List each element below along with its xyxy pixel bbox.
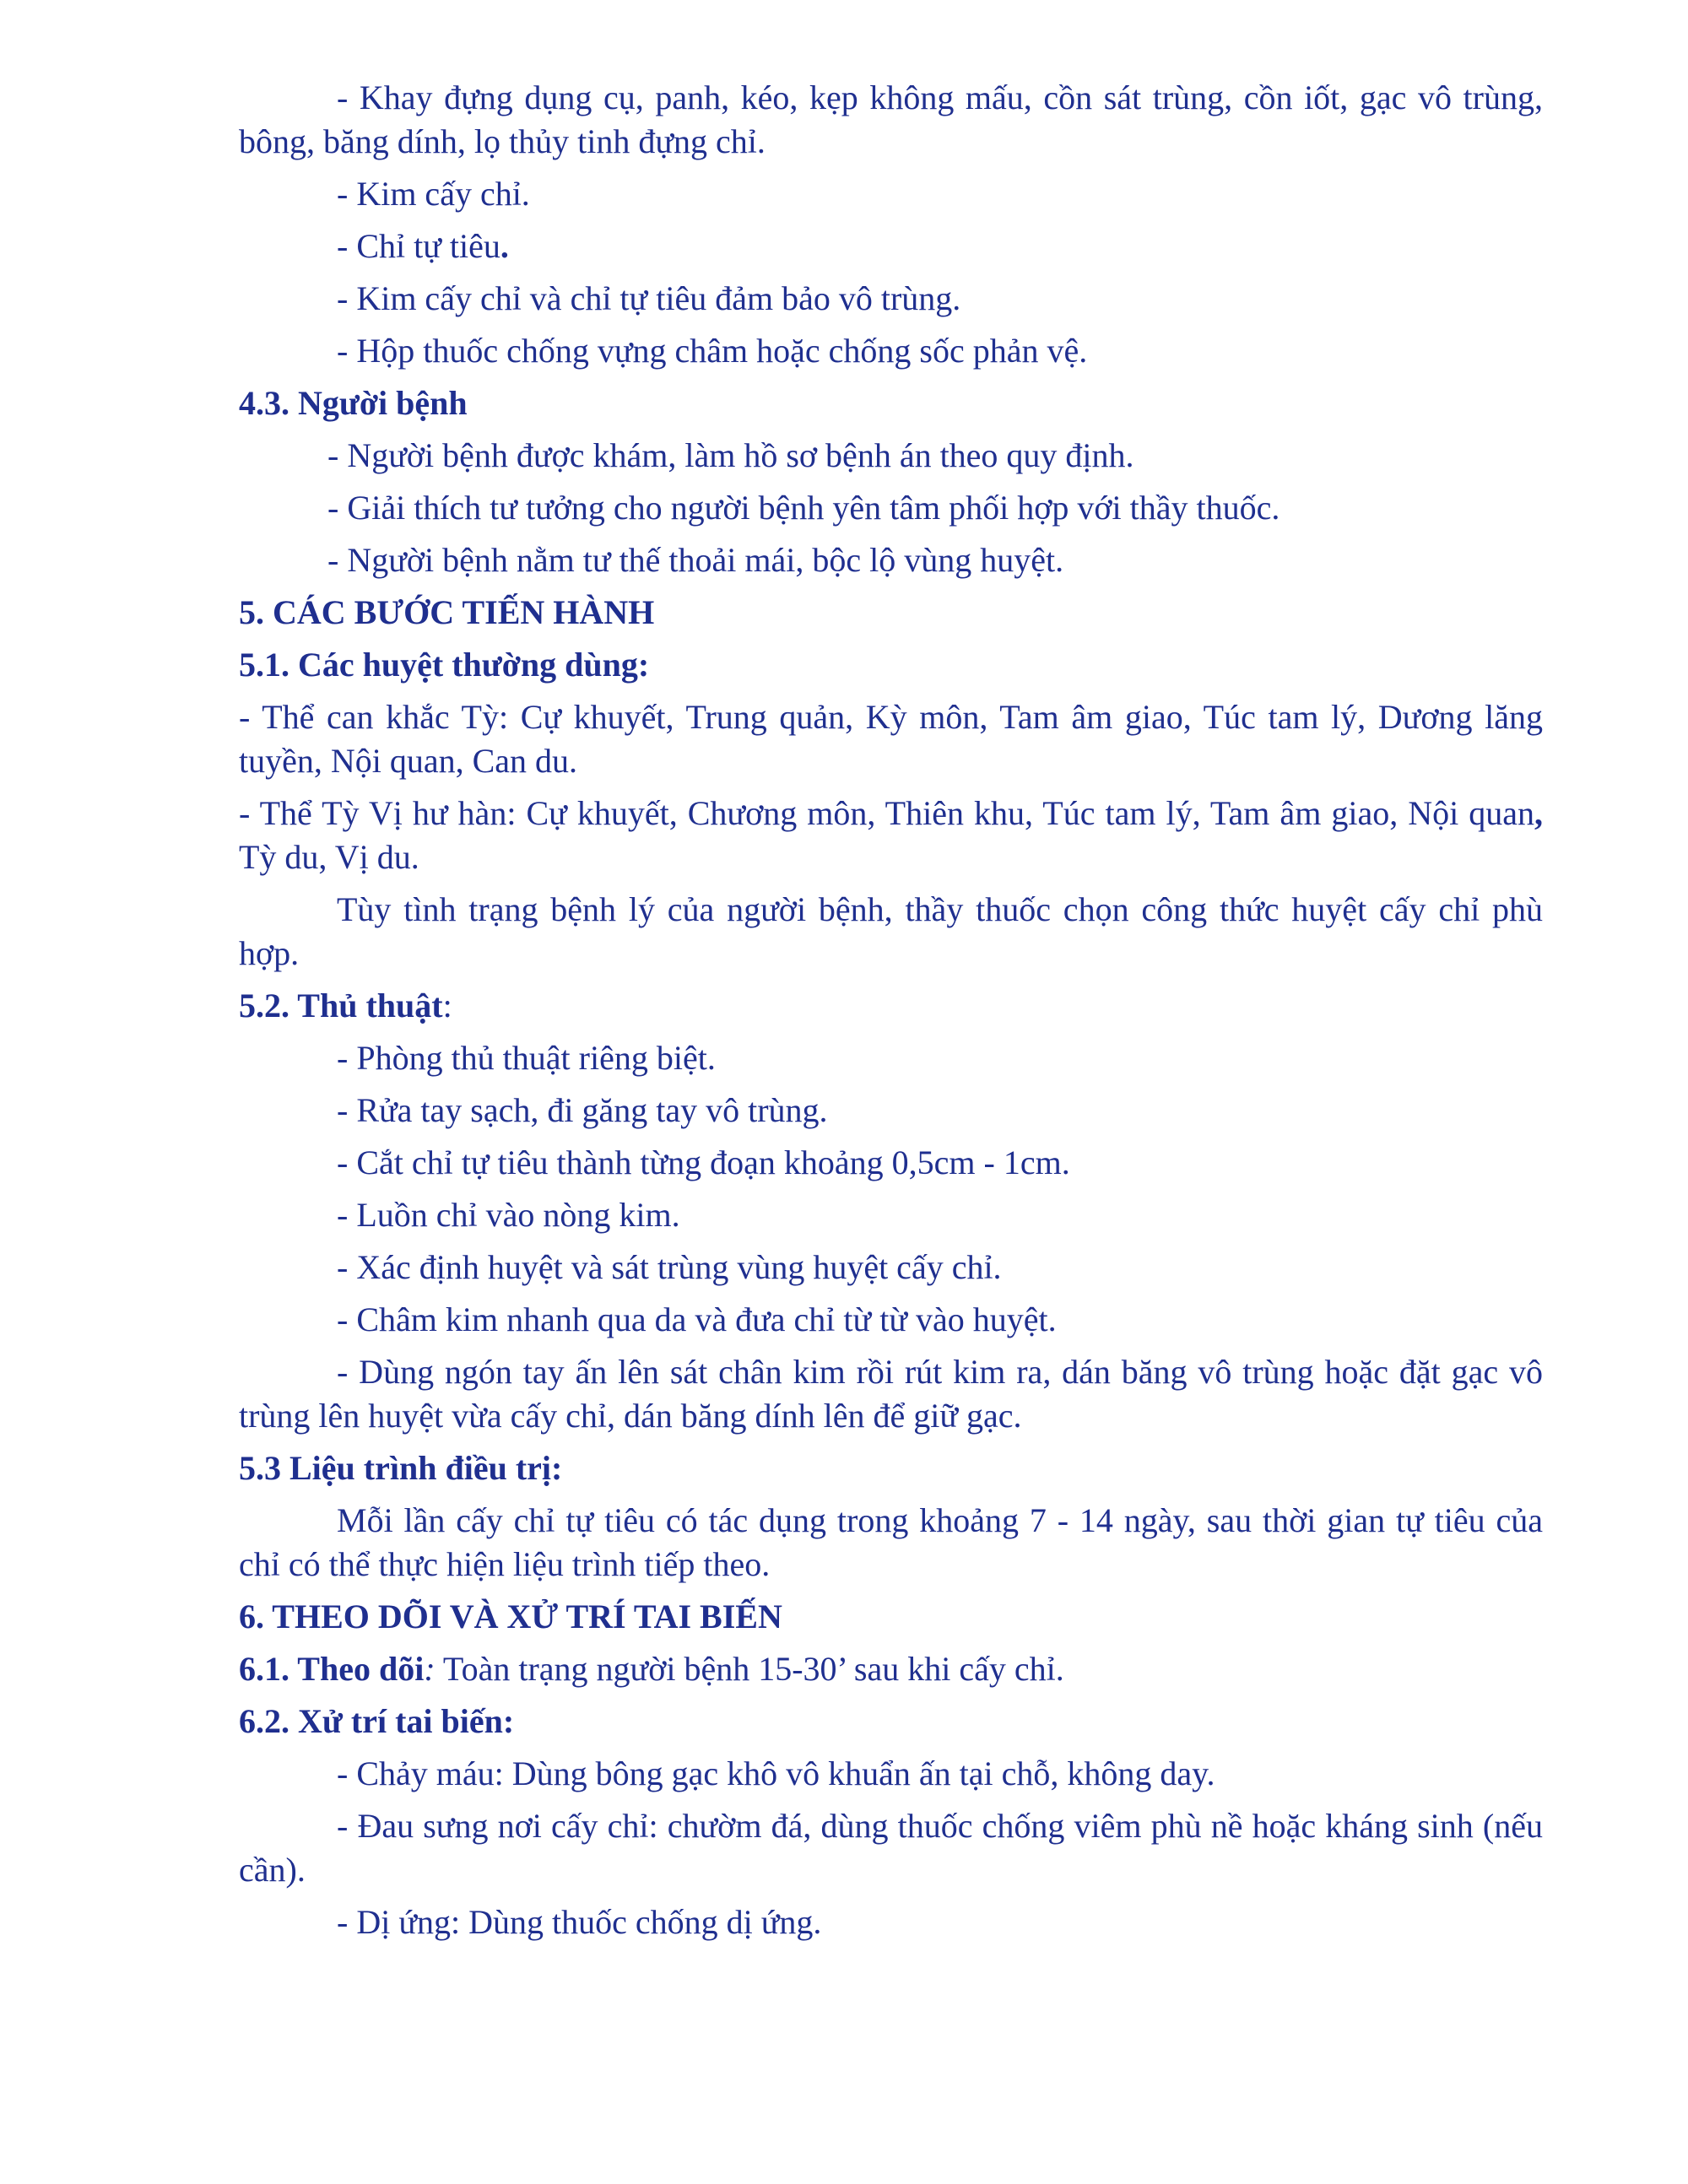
heading-5: 5. CÁC BƯỚC TIẾN HÀNH [239,593,655,631]
paragraph-choose-formula: Tùy tình trạng bệnh lý của người bệnh, thầy thuốc chọn công thức huyệt cấy chỉ phù hợp. [239,890,1543,972]
heading-5-2 [239,984,1543,1028]
paragraph-wash-hands: - Rửa tay sạch, đi găng tay vô trùng. [337,1091,828,1129]
paragraph-withdraw-needle: - Dùng ngón tay ấn lên sát chân kim rồi rút kim ra, dán băng vô trùng hoặc đặt gạc vô trùng lên huyệt vừa cấy chỉ, dán băng dính lên để giữ gạc. [239,1353,1543,1435]
spleen-stomach-tail: Tỳ du, Vị du. [239,838,419,876]
heading-5-2-text: 5.2. Thủ thuật [239,987,443,1024]
heading-5-3: 5.3 Liệu trình điều trị: [239,1449,563,1487]
paragraph-allergy: - Dị ứng: Dùng thuốc chống dị ứng. [337,1903,822,1941]
paragraph-locate-point: - Xác định huyệt và sát trùng vùng huyệt cấy chỉ. [337,1248,1002,1286]
heading-6-1-body: Toàn trạng người bệnh 15-30’ sau khi cấy chỉ. [435,1650,1064,1688]
paragraph-patient-exam: - Người bệnh được khám, làm hồ sơ bệnh án theo quy định. [327,436,1134,474]
heading-6-1-text: 6.1. Theo dõi [239,1650,425,1688]
paragraph-room: - Phòng thủ thuật riêng biệt. [337,1039,716,1077]
heading-6-2: 6.2. Xử trí tai biến: [239,1702,515,1740]
paragraph-spleen-stomach [239,792,1543,879]
thread-period: . [500,227,509,265]
paragraph-cut-thread: - Cắt chỉ tự tiêu thành từng đoạn khoảng 0,5cm - 1cm. [337,1143,1070,1181]
paragraph-course: Mỗi lần cấy chỉ tự tiêu có tác dụng trong khoảng 7 - 14 ngày, sau thời gian tự tiêu của chỉ có thể thực hiện liệu trình tiếp theo. [239,1501,1543,1583]
heading-5-2-colon: : [442,987,452,1024]
heading-6-1 [239,1647,1543,1691]
paragraph-patient-explain: - Giải thích tư tưởng cho người bệnh yên tâm phối hợp với thầy thuốc. [327,489,1280,527]
paragraph-sterile: - Kim cấy chỉ và chỉ tự tiêu đảm bảo vô trùng. [337,279,961,317]
heading-6-1-colon: : [424,1650,436,1688]
paragraph-liver-spleen: - Thể can khắc Tỳ: Cự khuyết, Trung quản, Kỳ môn, Tam âm giao, Túc tam lý, Dương lăng tuyền, Nội quan, Can du. [239,698,1543,780]
paragraph-shock-kit: - Hộp thuốc chống vựng châm hoặc chống sốc phản vệ. [337,332,1088,370]
thread-text: - Chỉ tự tiêu [337,227,500,265]
paragraph-insert-needle: - Châm kim nhanh qua da và đưa chỉ từ từ vào huyệt. [337,1300,1057,1338]
spleen-stomach-text: - Thể Tỳ Vị hư hàn: Cự khuyết, Chương môn, Thiên khu, Túc tam lý, Tam âm giao, Nội quan [239,794,1534,832]
paragraph-patient-position: - Người bệnh nằm tư thế thoải mái, bộc lộ vùng huyệt. [327,541,1064,579]
document-page [239,76,1543,1953]
spleen-stomach-comma: , [1534,794,1543,832]
heading-6: 6. THEO DÕI VÀ XỬ TRÍ TAI BIẾN [239,1597,782,1635]
paragraph-instruments: - Khay đựng dụng cụ, panh, kéo, kẹp không mấu, cồn sát trùng, cồn iốt, gạc vô trùng, bông, băng dính, lọ thủy tinh đựng chỉ. [239,78,1543,160]
paragraph-thread [239,224,1543,268]
paragraph-swelling: - Đau sưng nơi cấy chỉ: chườm đá, dùng thuốc chống viêm phù nề hoặc kháng sinh (nếu cần). [239,1807,1543,1889]
paragraph-needle: - Kim cấy chỉ. [337,175,530,213]
paragraph-bleeding: - Chảy máu: Dùng bông gạc khô vô khuẩn ấn tại chỗ, không day. [337,1754,1215,1792]
heading-5-1: 5.1. Các huyệt thường dùng: [239,646,650,684]
paragraph-thread-needle: - Luồn chỉ vào nòng kim. [337,1196,680,1234]
heading-4-3: 4.3. Người bệnh [239,384,468,422]
